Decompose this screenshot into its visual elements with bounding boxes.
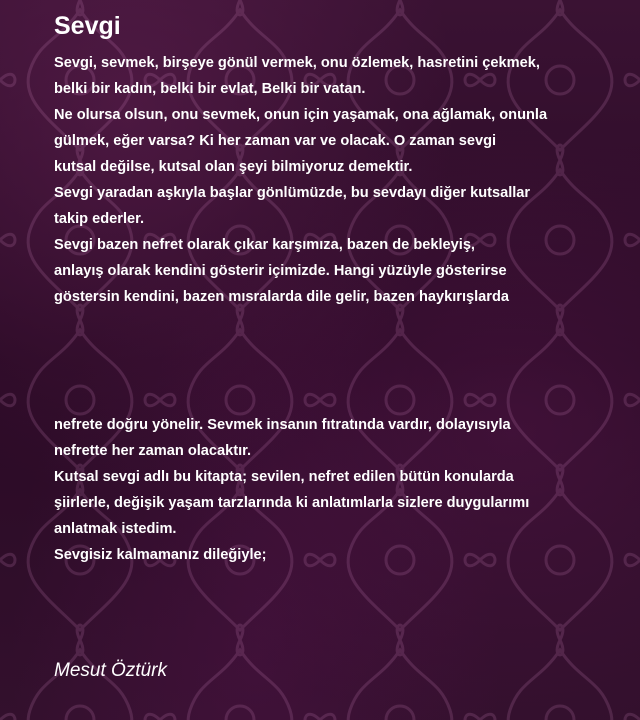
poem-title: Sevgi: [54, 12, 121, 40]
poem-line: belki bir kadın, belki bir evlat, Belki bir vatan.: [54, 81, 366, 97]
poem-line: kutsal değilse, kutsal olan şeyi bilmiyoruz demektir.: [54, 159, 413, 175]
poem-line: takip ederler.: [54, 211, 145, 227]
poem-line: göstersin kendini, bazen mısralarda dile gelir, bazen haykırışlarda: [54, 289, 510, 305]
poem-line: Kutsal sevgi adlı bu kitapta; sevilen, nefret edilen bütün konularda: [54, 469, 514, 485]
poem-text-block-1: [54, 50, 624, 310]
poem-line: nefrete doğru yönelir. Sevmek insanın fıtratında vardır, dolayısıyla: [54, 417, 511, 433]
poem-line: Sevgi, sevmek, birşeye gönül vermek, onu özlemek, hasretini çekmek,: [54, 55, 540, 71]
poem-text-block-2: [54, 412, 624, 568]
poem-line: anlayış olarak kendini gösterir içimizde. Hangi yüzüyle gösterirse: [54, 263, 507, 279]
poem-line: Sevgisiz kalmamanız dileğiyle;: [54, 547, 267, 563]
poem-line: şiirlerle, değişik yaşam tarzlarında ki anlatımlarla sizlere duygularımı: [54, 495, 530, 511]
poem-line: nefrette her zaman olacaktır.: [54, 443, 252, 459]
poem-line: gülmek, eğer varsa? Ki her zaman var ve olacak. O zaman sevgi: [54, 133, 497, 149]
poem-line: Ne olursa olsun, onu sevmek, onun için yaşamak, ona ağlamak, onunla: [54, 107, 548, 123]
poem-line: anlatmak istedim.: [54, 521, 177, 537]
poem-line: Sevgi bazen nefret olarak çıkar karşımıza, bazen de bekleyiş,: [54, 237, 475, 253]
poem-author: Mesut Öztürk: [54, 660, 167, 681]
poem-line: Sevgi yaradan aşkıyla başlar gönlümüzde, bu sevdayı diğer kutsallar: [54, 185, 531, 201]
